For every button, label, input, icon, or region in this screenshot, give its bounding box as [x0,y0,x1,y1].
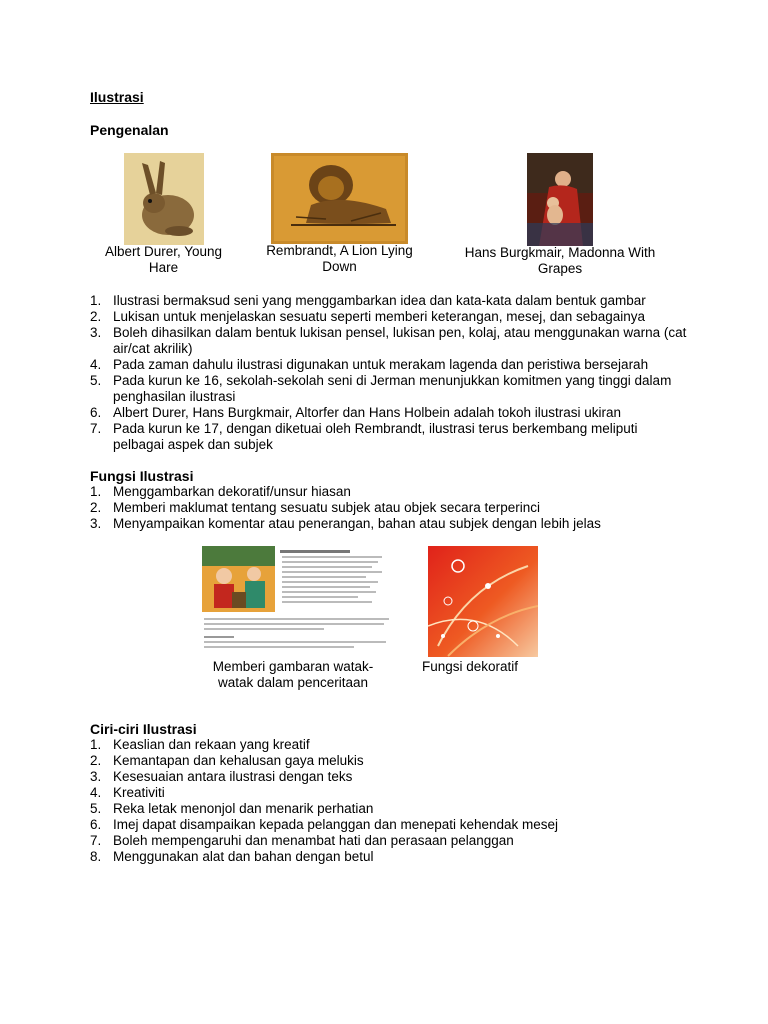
list-item: 5. Reka letak menonjol dan menarik perhatian [90,801,374,816]
section-heading-pengenalan: Pengenalan [90,122,169,138]
list-item: 6. Albert Durer, Hans Burgkmair, Altorfer dan Hans Holbein adalah tokoh ilustrasi ukiran [90,405,622,420]
document-title: Ilustrasi [90,89,144,105]
decorative-pattern [428,546,538,657]
list-item: 3. Menyampaikan komentar atau penerangan, bahan atau subjek dengan lebih jelas [90,516,601,531]
caption-decorative: Fungsi dekoratif [421,659,519,674]
section-heading-fungsi: Fungsi Ilustrasi [90,468,194,484]
pengenalan-list [90,293,690,453]
list-item: 2. Memberi maklumat tentang sesuatu subjek atau objek secara terperinci [90,500,540,515]
list-item: 2. Lukisan untuk menjelaskan sesuatu seperti memberi keterangan, mesej, dan sebagainya [90,309,646,324]
caption-madonna: Hans Burgkmair, Madonna With Grapes [464,245,656,276]
list-item: 3. Boleh dihasilkan dalam bentuk lukisan pensel, lukisan pen, kolaj, atau menggunakan warna (cat air/cat akrilik) [90,325,687,356]
list-item: 3. Kesesuaian antara ilustrasi dengan teks [90,769,353,784]
story-illustration [202,546,397,653]
list-item: 2. Kemantapan dan kehalusan gaya melukis [90,753,364,768]
list-item: 8. Menggunakan alat dan bahan dengan betul [90,849,374,864]
fungsi-list [90,484,690,532]
caption-lion: Rembrandt, A Lion Lying Down [266,243,413,274]
lion-drawing [271,153,408,244]
section-heading-ciri: Ciri-ciri Ilustrasi [90,721,197,737]
list-item: 1. Ilustrasi bermaksud seni yang menggambarkan idea dan kata-kata dalam bentuk gambar [90,293,646,308]
caption-hare: Albert Durer, Young Hare [104,244,223,275]
list-item: 1. Menggambarkan dekoratif/unsur hiasan [90,484,351,499]
caption-story: Memberi gambaran watak-watak dalam penceritaan [212,659,374,690]
list-item: 4. Kreativiti [90,785,165,800]
list-item: 4. Pada zaman dahulu ilustrasi digunakan untuk merakam lagenda dan peristiwa bersejarah [90,357,649,372]
list-item: 7. Boleh mempengaruhi dan menambat hati dan perasaan pelanggan [90,833,514,848]
madonna-painting [527,153,593,246]
list-item: 6. Imej dapat disampaikan kepada pelanggan dan menepati kehendak mesej [90,817,559,832]
ciri-list [90,737,690,865]
list-item: 5. Pada kurun ke 16, sekolah-sekolah seni di Jerman menunjukkan komitmen yang tinggi dalam penghasilan ilustrasi [90,373,672,404]
list-item: 7. Pada kurun ke 17, dengan diketuai oleh Rembrandt, ilustrasi terus berkembang meliputi pelbagai aspek dan subjek [90,421,638,452]
hare-painting [124,153,204,245]
list-item: 1. Keaslian dan rekaan yang kreatif [90,737,310,752]
